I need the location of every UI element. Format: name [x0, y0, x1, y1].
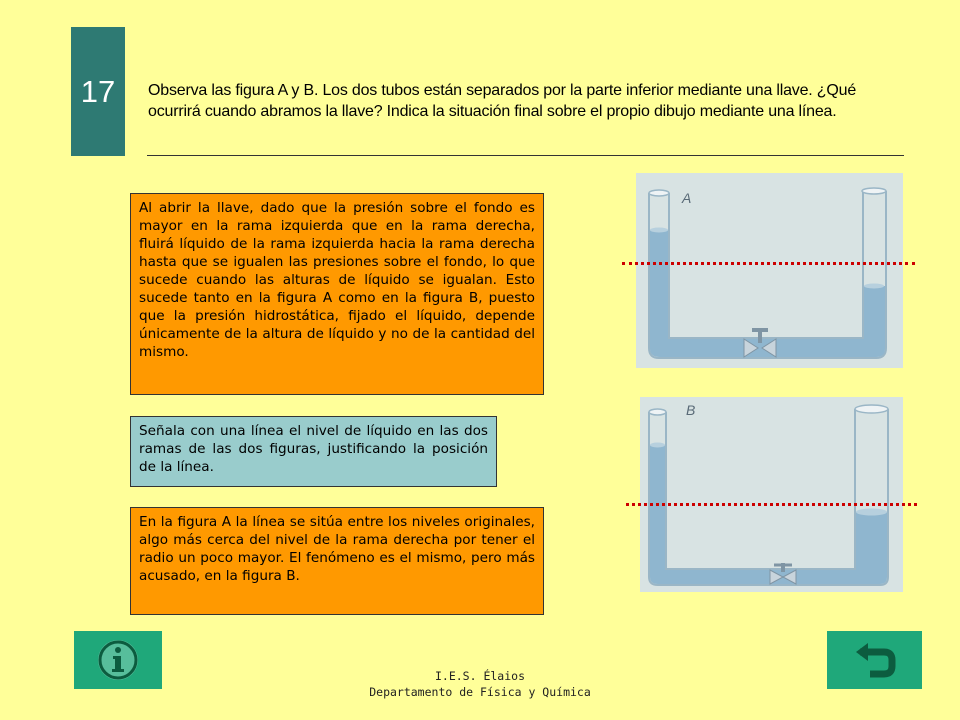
info-button[interactable]: [74, 631, 162, 689]
explanation-box: En la figura A la línea se sitúa entre los niveles originales, algo más cerca del nivel de la rama derecha por tener el radio un poco mayor. El fenómeno es el mismo, pero más acusado, en la figura B.: [130, 507, 544, 615]
return-arrow-icon: [848, 638, 902, 682]
question-text: Observa las figura A y B. Los dos tubos están separados por la parte inferior mediante una llave. ¿Qué ocurrirá cuando abramos la llave? Indica la situación final sobre el propio dibujo mediante una línea.: [148, 82, 857, 120]
back-button[interactable]: [827, 631, 922, 689]
level-line-b: [626, 503, 917, 506]
answer-box: Al abrir la llave, dado que la presión sobre el fondo es mayor en la rama izquierda que en la rama derecha, fluirá líquido de la rama izquierda hacia la rama derecha hasta que se igualen las presiones sobre el fondo, lo que sucede cuando las alturas de líquido se igualan. Esto sucede tanto en la figura A como en la figura B, puesto que la presión hidrostática, fijado el líquido, depende únicamente de la altura de líquido y no de la cantidad del mismo.: [130, 193, 544, 395]
prompt-box: Señala con una línea el nivel de líquido en las dos ramas de las dos figuras, justificando la posición de la línea.: [130, 416, 497, 487]
footer-school: I.E.S. Élaios: [434, 669, 525, 683]
figure-a-label: A: [682, 190, 692, 206]
figure-b-label: B: [686, 402, 696, 418]
level-line-a: [622, 262, 915, 265]
question-number: 17: [71, 27, 125, 156]
footer: [340, 668, 620, 700]
info-icon: [91, 638, 145, 682]
footer-department: Departamento de Física y Química: [369, 685, 591, 699]
figure-a: [636, 173, 903, 368]
figure-b: [640, 397, 903, 592]
header-divider: [147, 155, 904, 156]
